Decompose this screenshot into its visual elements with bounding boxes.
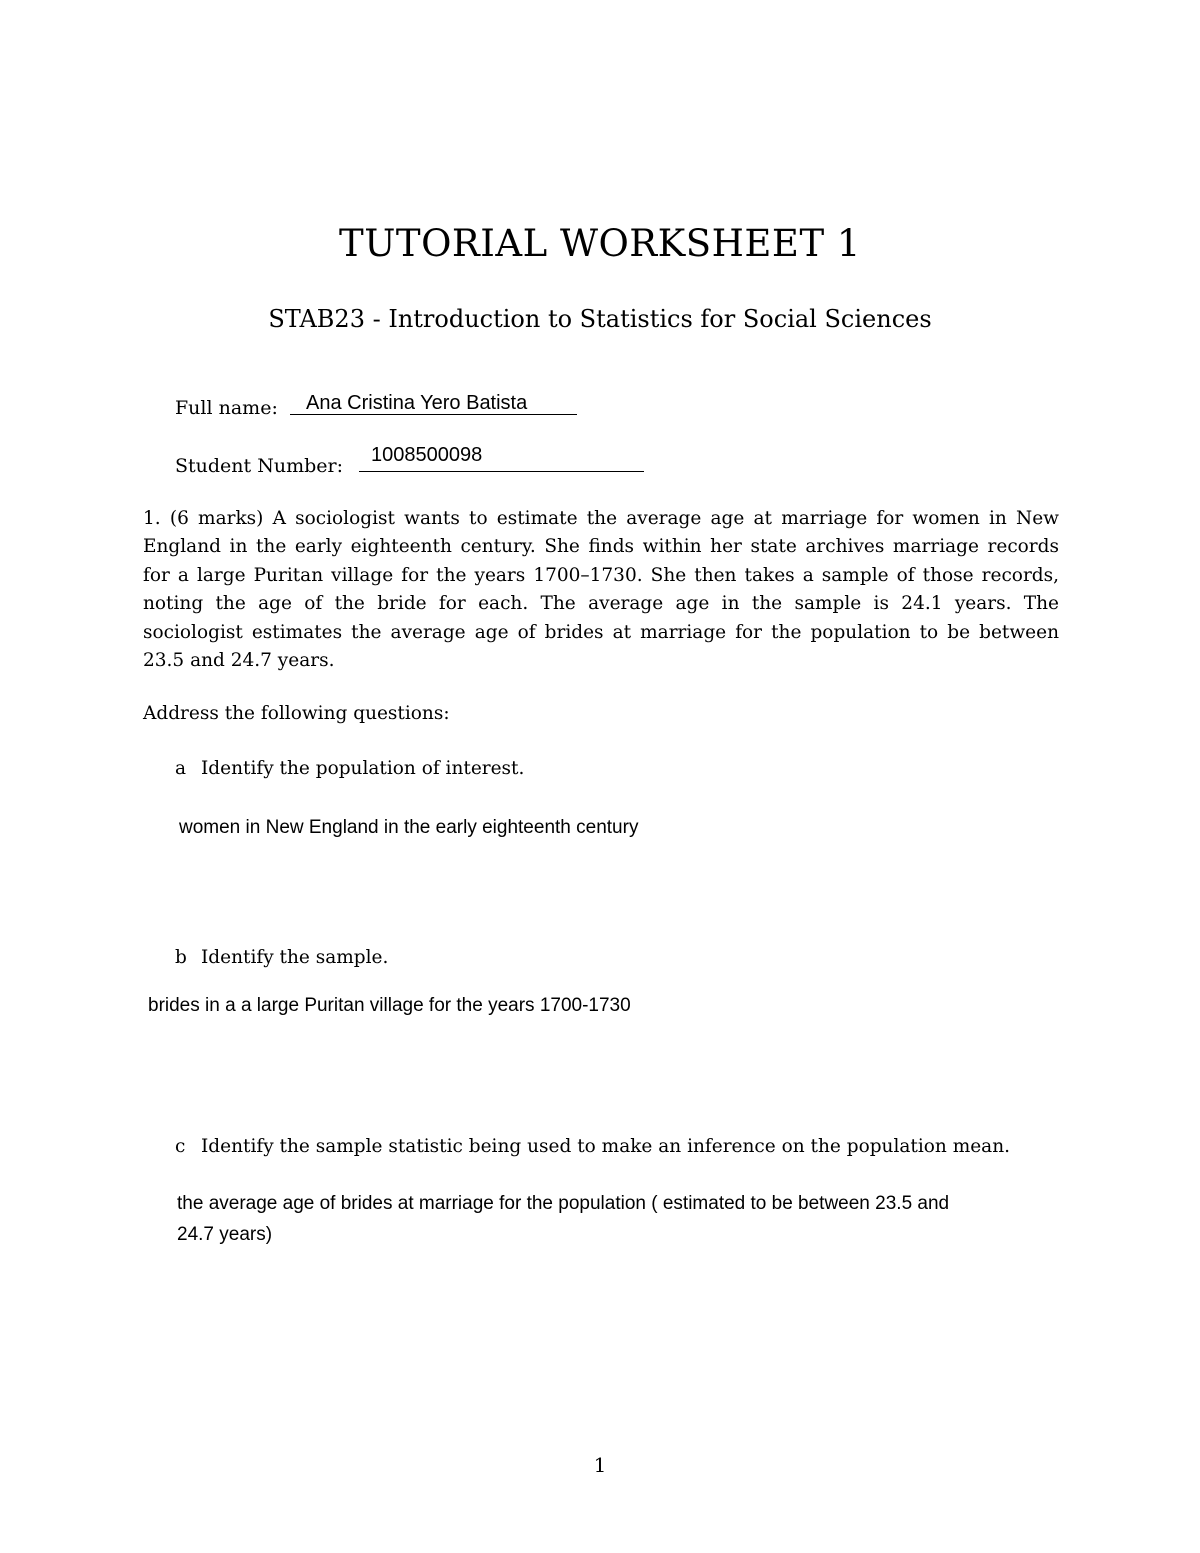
full-name-label: Full name: (175, 397, 278, 419)
part-b-prompt-text: Identify the sample. (201, 947, 389, 968)
question-line: 1. (6 marks) A sociologist wants to estimate the average age at marriage for women in New (143, 508, 1059, 529)
full-name-field[interactable]: Ana Cristina Yero Batista (306, 392, 528, 414)
part-letter: c (175, 1136, 186, 1157)
page-number: 1 (593, 1453, 607, 1477)
student-number-underline (359, 471, 644, 472)
question-line: for a large Puritan village for the years 1700–1730. She then takes a sample of those records, (143, 564, 1059, 586)
student-number-field[interactable]: 1008500098 (371, 444, 483, 466)
question-1-text (143, 505, 1059, 675)
part-b-answer[interactable]: brides in a a large Puritan village for the years 1700-1730 (148, 995, 631, 1016)
question-line: noting the age of the bride for each. The average age in the sample is 24.1 years. The (143, 593, 1059, 615)
part-b-prompt (175, 947, 388, 968)
part-c-answer-line-1[interactable]: the average age of brides at marriage for the population ( estimated to be between 23.5 and (177, 1193, 950, 1214)
part-c-prompt-text: Identify the sample statistic being used to make an inference on the population mean. (201, 1136, 1011, 1157)
part-c-prompt (175, 1136, 1010, 1157)
question-line: sociologist estimates the average age of brides at marriage for the population to be between (143, 621, 1059, 643)
student-number-label: Student Number: (175, 455, 343, 477)
part-a-prompt-text: Identify the population of interest. (201, 758, 525, 779)
question-line: 23.5 and 24.7 years. (143, 650, 335, 672)
part-letter: b (175, 947, 187, 968)
part-a-answer[interactable]: women in New England in the early eighteenth century (179, 817, 639, 838)
question-line: England in the early eighteenth century. She finds within her state archives marriage records (143, 536, 1059, 558)
part-c-answer-line-2[interactable]: 24.7 years) (177, 1224, 273, 1245)
worksheet-title: TUTORIAL WORKSHEET 1 (339, 222, 861, 265)
course-subtitle: STAB23 - Introduction to Statistics for Social Sciences (268, 305, 932, 333)
instruction-text: Address the following questions: (143, 703, 450, 724)
part-a-prompt (175, 758, 524, 779)
part-letter: a (175, 758, 187, 779)
